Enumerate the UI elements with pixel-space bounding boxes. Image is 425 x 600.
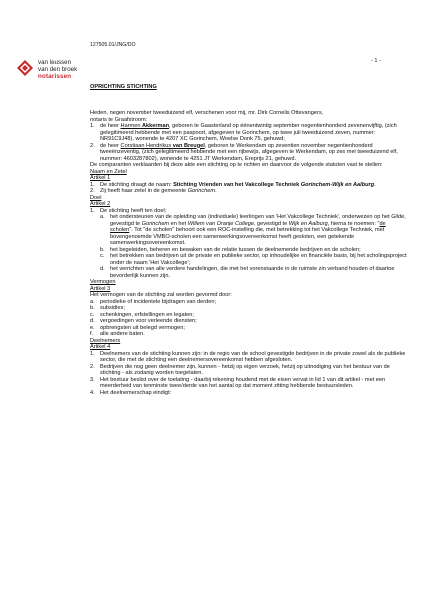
artikel-4: Artikel 4: [90, 344, 111, 350]
stichting-name: Stichting Vrienden van het Vakcollege Techniek: [173, 181, 300, 188]
sub-item-a: a. het ondersteunen van de opleiding van (individuele) leerlingen van 'Het Vakcollege Techniek', onderwezen op het Gilde, gevestigd te Gorinchem en het Willem van Oranje College, gevestigd te Wijk en Aalburg, hierna te noemen: "de scholen". Tot "de scholen" behoort ook een ROC-instelling die, met betrekking tot het Vakcollege Techniek, met bovengenoemde VMBO-scholen een samenwerkingsovereenkomst heeft gesloten, een getekende samenwerkingsovereenkomst.: [100, 214, 406, 246]
comparant-1: 1. de heer Harmen Akkerman, geboren te Gaasterland op éénentwintig september negentienhonderd zevenenvijftig, (zich gelegitimeerd hebbende met een paspoort, afgegeven te Gorinchem, op twee juli tweeduizend zeven, nummer: NR91C9J48), wonende te 4207 XC Gorinchem, Woelse Donk 75, gehuwd;: [90, 123, 397, 142]
artikel-1: Artikel 1: [90, 175, 111, 181]
reference-number: 127505.01/JNG/DO: [90, 42, 136, 48]
comparant-last-name: Akkerman: [141, 123, 170, 129]
logo-line-2: van den broek: [38, 66, 78, 73]
comparant-first-name: Corstiaan Hendrikus: [120, 142, 173, 149]
list-number: 2.: [90, 142, 95, 149]
heading-doel: Doel: [90, 194, 102, 201]
list-item: e. opbrengsten uit belegd vermogen;: [90, 324, 185, 331]
comparant-last-name: van Breugel: [172, 142, 205, 149]
list-item: b. subsidies;: [90, 305, 125, 311]
declaration: De comparanten verklaarden bij deze akte een stichting op te richten en daarvoor de volgende statuten vast te stellen:: [90, 162, 383, 168]
list-item: f. alle andere baten.: [90, 331, 145, 337]
list-item: a. periodieke of incidentele bijdragen van derden;: [90, 298, 216, 305]
list-number: 1.: [90, 123, 95, 129]
list-item: 1. De stichting draagt de naam: Stichting Vrienden van het Vakcollege Techniek Gorinchem-Wijk en Aalburg.: [90, 181, 376, 188]
list-item: 3. Het bestuur beslist over de toelating - daarbij rekening houdend met de eisen vervat in lid 1 van dit artikel - met een meerderheid van tenminste twee/derde van het aantal op dat moment zitting hebbende bestuursleden.: [90, 376, 386, 389]
logo-line-3: notarissen: [38, 73, 72, 80]
page-number: - 1 -: [371, 58, 381, 64]
list-item: 2. Bedrijven die nog geen deelnemer zijn, kunnen - hetzij op eigen verzoek, hetzij op uitnodiging van het bestuur van de stichting - als zodanig worden toegelaten.: [90, 363, 390, 376]
sub-item-d: d. het verrichten van alle verdere handelingen, die met het vorenstaande in de ruimste zin verband houden of daartoe bevorderlijk kunnen zijn.: [100, 266, 395, 279]
intro-line-1: Heden, negen november tweeduizend elf, verschenen voor mij, mr. Dirk Cornelis Ottevangers,: [90, 110, 324, 116]
list-item: 1. Deelnemers van de stichting kunnen zijn: in de regio van de school gevestigde bedrijven in de private zowel als de publieke sector, die met de stichting een deelnemersovereenkomst hebben afgesloten.: [90, 350, 406, 363]
comparant-2: 2. de heer Corstiaan Hendrikus van Breugel, geboren te Werkendam op zeventien november negentienhonderd tweeënzeventig, (zich gelegitimeerd hebbende met een rijbewijs, afgegeven te Werkendam, op zes mei tweeduizend elf, nummer: 4603287802), wonende te 4251 JT Werkendam, Ereprijs 21, gehuwd.: [90, 142, 398, 162]
list-item: 4. Het deelnemerschap eindigt:: [90, 389, 172, 396]
comparant-first-name: Harmen: [120, 123, 142, 129]
document-body: [90, 110, 408, 396]
sub-item-c: c. het betrekken van bedrijven uit de private en publieke sector, op inhoudelijke en financiële basis, bij het scholingsproject onder de naam 'Het Vakcollege';: [100, 253, 407, 266]
stichting-name-location: Gorinchem-Wijk en Aalburg: [300, 181, 375, 188]
heading-naam: Naam en Zetel: [90, 168, 127, 175]
artikel-3: Artikel 3: [90, 285, 111, 292]
list-item: 2. Zij heeft haar zetel in de gemeente Gorinchem.: [90, 188, 217, 194]
heading-vermogen: Vermogen: [90, 279, 116, 285]
logo-mark-icon: [17, 60, 33, 76]
notary-logo: [17, 58, 95, 83]
heading-deelnemers: Deelnemers: [90, 337, 121, 344]
document-title: OPRICHTING STICHTING: [90, 84, 157, 90]
list-item: c. schenkingen, erfstellingen en legaten;: [90, 311, 194, 318]
intro-line-2: notaris te Graafstroom:: [90, 116, 148, 123]
list-item: 1. De stichting heeft ten doel:: [90, 207, 167, 214]
vermogen-intro: Het vermogen van de stichting zal worden gevormd door:: [90, 292, 232, 298]
list-item: d. vergoedingen voor verleende diensten;: [90, 318, 197, 324]
sub-item-b: b. het begeleiden, beheren en bewaken van de relatie tussen de deelnemende bedrijven en de scholen;: [100, 246, 361, 253]
logo-line-1: van leussen: [38, 59, 72, 66]
artikel-2: Artikel 2: [90, 201, 111, 207]
